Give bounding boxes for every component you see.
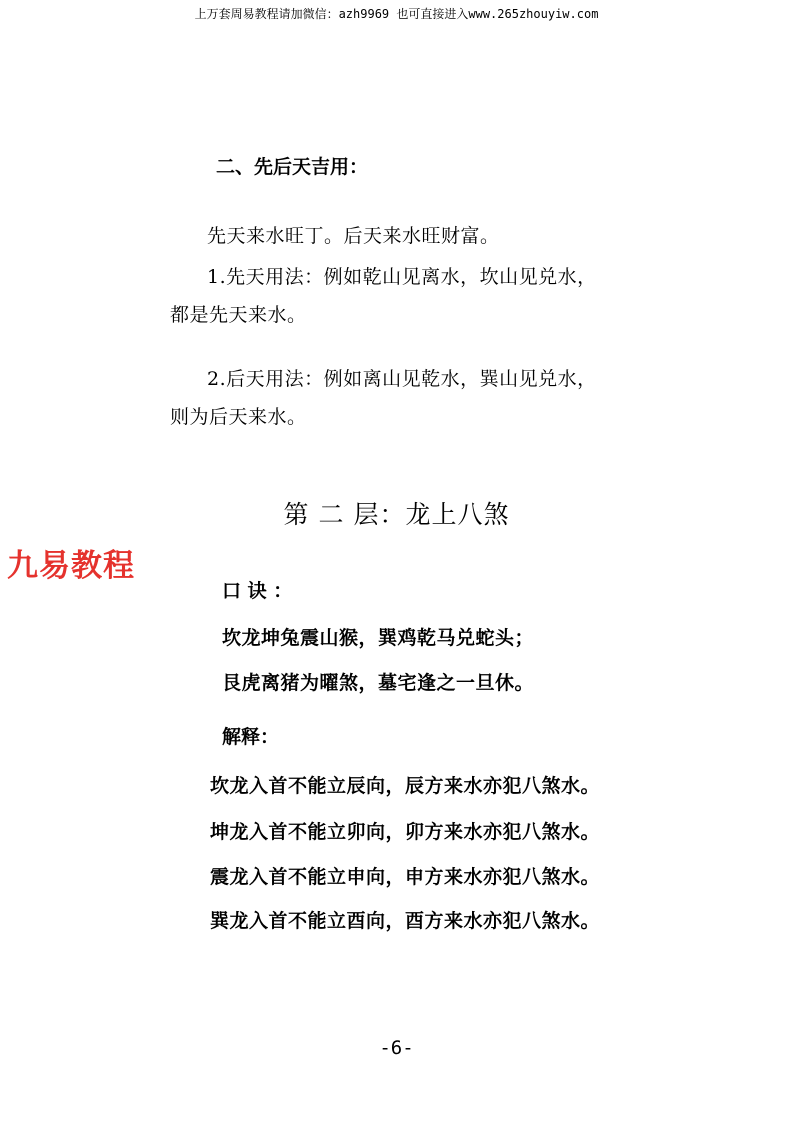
section-heading: 二、先后天吉用： — [216, 156, 369, 178]
explain-label: 解释： — [222, 726, 280, 748]
page-header: 上万套周易教程请加微信：azh9969 也可直接进入www.265zhouyiw.com — [194, 7, 599, 21]
page-number: -6- — [379, 1037, 414, 1059]
item-1-line-1: 1.先天用法：例如乾山见离水，坎山见兑水， — [207, 266, 597, 288]
layer-title: 第 二 层：龙上八煞 — [283, 500, 510, 529]
section-intro: 先天来水旺丁。后天来水旺财富。 — [207, 225, 500, 247]
explain-line: 震龙入首不能立申向，申方来水亦犯八煞水。 — [210, 866, 601, 888]
item-1-line-2: 都是先天来水。 — [170, 304, 307, 326]
watermark-logo: 九易教程 — [7, 548, 135, 584]
verse-label: 口 诀 ： — [222, 580, 293, 602]
explain-line: 坤龙入首不能立卯向，卯方来水亦犯八煞水。 — [210, 821, 601, 843]
item-2-line-1: 2.后天用法：例如离山见乾水，巽山见兑水， — [207, 368, 597, 390]
verse-line-1: 坎龙坤兔震山猴，巽鸡乾马兑蛇头； — [222, 627, 535, 649]
explain-line: 巽龙入首不能立酉向，酉方来水亦犯八煞水。 — [210, 910, 601, 932]
explain-line: 坎龙入首不能立辰向，辰方来水亦犯八煞水。 — [210, 775, 601, 797]
item-2-line-2: 则为后天来水。 — [170, 406, 307, 428]
verse-line-2: 艮虎离猪为曜煞，墓宅逢之一旦休。 — [222, 672, 535, 694]
